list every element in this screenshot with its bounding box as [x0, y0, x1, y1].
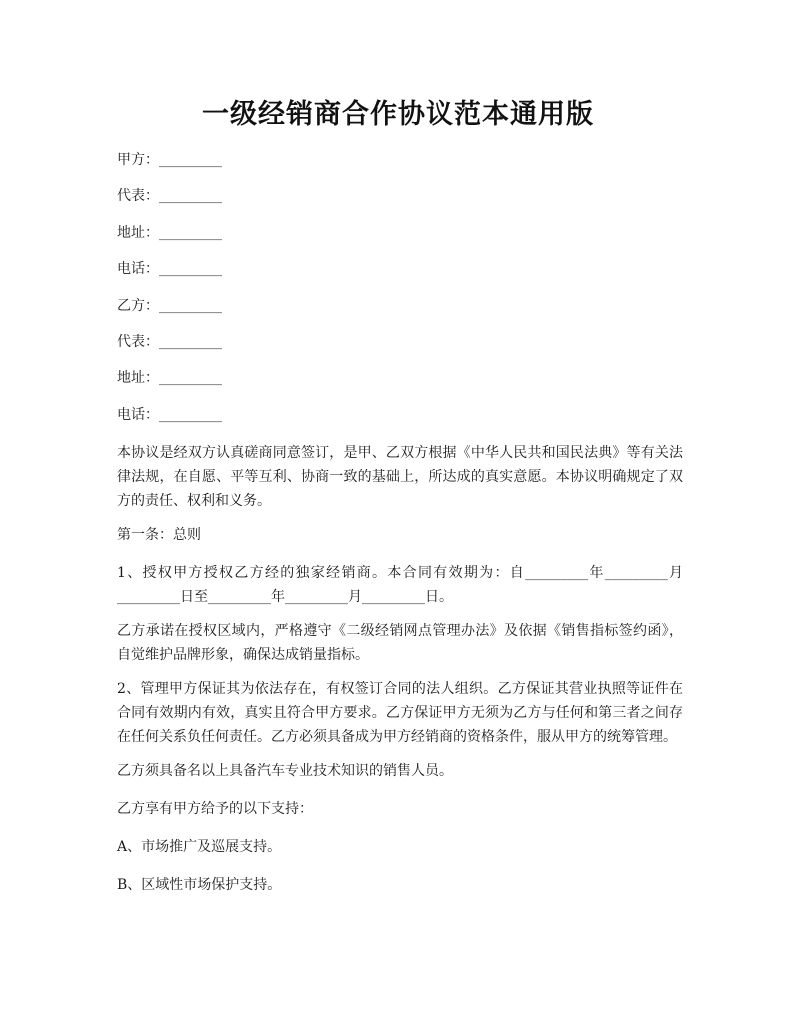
support-item-a: A、市场推广及巡展支持。	[117, 839, 282, 856]
party-b-representative-field: 代表：_________	[117, 333, 222, 350]
party-b-name-field: 乙方：_________	[117, 297, 222, 314]
party-a-address-field: 地址：_________	[117, 224, 222, 241]
party-b-address-field: 地址：_________	[117, 370, 222, 387]
clause-1-note-paragraph: 乙方承诺在授权区域内，严格遵守《二级经销网点管理办法》及依据《销售指标签约函》，自觉维护品牌形象，确保达成销量指标。	[117, 623, 683, 664]
party-b-phone-field: 电话：_________	[117, 406, 222, 423]
clause-1-paragraph: 1、授权甲方授权乙方经的独家经销商。本合同有效期为：自_________年_________月_________日至_________年_________月_________日。	[117, 565, 683, 606]
support-item-b: B、区域性市场保护支持。	[117, 877, 282, 894]
party-a-name-field: 甲方：_________	[117, 152, 222, 168]
clause-2-paragraph: 2、管理甲方保证其为依法存在，有权签订合同的法人组织。乙方保证其营业执照等证件在合同有效期内有效，真实且符合甲方要求。乙方保证甲方无须为乙方与任何和第三者之间存在任何关系负任何责任。乙方必须具备成为甲方经销商的资格条件，服从甲方的统筹管理。	[117, 681, 683, 746]
document-body	[117, 150, 683, 911]
article-1-heading: 第一条：总则	[117, 527, 201, 544]
support-intro-paragraph: 乙方享有甲方给予的以下支持：	[117, 801, 313, 818]
intro-paragraph: 本协议是经双方认真磋商同意签订，是甲、乙双方根据《中华人民共和国民法典》等有关法律法规，在自愿、平等互利、协商一致的基础上，所达成的真实意愿。本协议明确规定了双方的责任、权利和义务。	[117, 445, 683, 510]
party-a-representative-field: 代表：_________	[117, 188, 222, 205]
document-title: 一级经销商合作协议范本通用版	[202, 99, 594, 130]
party-a-phone-field: 电话：_________	[117, 261, 222, 278]
staff-requirement-paragraph: 乙方须具备名以上具备汽车专业技术知识的销售人员。	[117, 763, 453, 780]
